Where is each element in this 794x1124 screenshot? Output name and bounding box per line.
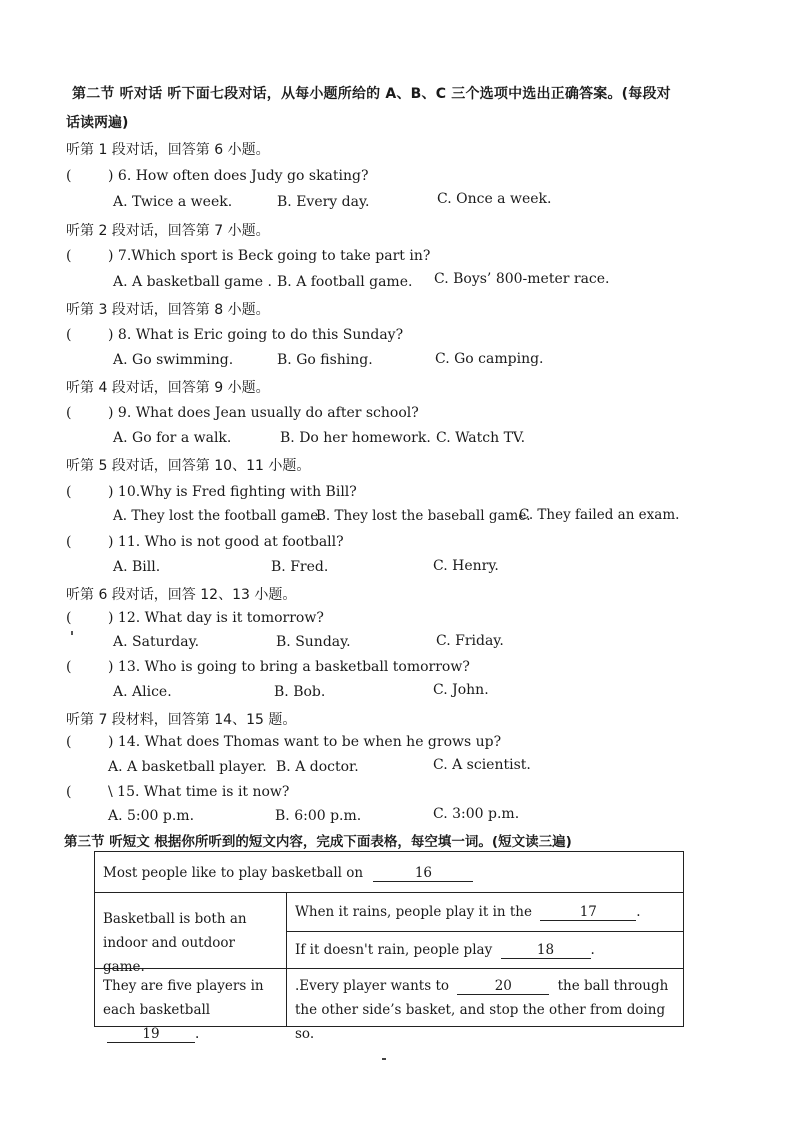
- dialogue-5-intro: 听第 5 段对话，回答第 10、11 小题。: [66, 458, 311, 474]
- q14-text: ) 14. What does Thomas want to be when he grows up?: [108, 734, 502, 750]
- q8-paren: (: [66, 327, 72, 343]
- q7-text: ) 7.Which sport is Beck going to take part in?: [108, 248, 431, 264]
- q8-option-a: A. Go swimming.: [113, 352, 234, 368]
- q12-option-c: C. Friday.: [436, 633, 504, 649]
- row2-right-a-cell: [286, 892, 684, 932]
- q14-option-b: B. A doctor.: [276, 759, 359, 775]
- section2-title: 第二节 听对话 听下面七段对话，从每小题所给的 A、B、C 三个选项中选出正确答案。(每段对: [72, 86, 671, 102]
- q11-option-b: B. Fred.: [271, 559, 329, 575]
- q15-option-c: C. 3:00 p.m.: [433, 806, 520, 822]
- q10-option-a: A. They lost the football game.: [113, 508, 323, 524]
- blank-16[interactable]: 16: [373, 865, 473, 882]
- dialogue-1-intro: 听第 1 段对话，回答第 6 小题。: [66, 142, 270, 158]
- q13-text: ) 13. Who is going to bring a basketball tomorrow?: [108, 659, 470, 675]
- row3-right-pre: .Every player wants to: [295, 978, 449, 994]
- table-row-1: [94, 851, 684, 893]
- q12-option-b: B. Sunday.: [276, 634, 351, 650]
- row3-left-end: .: [195, 1026, 200, 1042]
- row2-left-cell: [94, 892, 287, 975]
- q7-option-c: C. Boys’ 800-meter race.: [434, 271, 610, 287]
- row3-right-post: the ball through the other side’s basket, and stop the other from doing so.: [295, 978, 669, 1042]
- q10-option-b: B. They lost the baseball game.: [316, 508, 531, 524]
- q15-text: \ 15. What time is it now?: [108, 784, 290, 800]
- q13-option-a: A. Alice.: [113, 684, 172, 700]
- row3-left-cell: [94, 968, 287, 1042]
- q14-option-a: A. A basketball player.: [108, 759, 267, 775]
- q7-option-b: B. A football game.: [277, 274, 413, 290]
- q6-option-a: A. Twice a week.: [113, 194, 233, 210]
- section2-title-cont: 话读两遍): [66, 115, 129, 131]
- blank-17[interactable]: 17: [540, 904, 636, 921]
- row1-text: Most people like to play basketball on: [103, 865, 364, 881]
- q6-text: ) 6. How often does Judy go skating?: [108, 168, 369, 184]
- q11-option-c: C. Henry.: [433, 558, 499, 574]
- q15-option-a: A. 5:00 p.m.: [108, 808, 195, 824]
- q10-paren: (: [66, 484, 72, 500]
- row3-right-cell: [286, 968, 684, 1042]
- dialogue-7-intro: 听第 7 段材料，回答第 14、15 题。: [66, 712, 297, 728]
- q14-option-c: C. A scientist.: [433, 757, 531, 773]
- blank-19[interactable]: 19: [107, 1026, 195, 1043]
- row2-left-text: Basketball is both an indoor and outdoor game.: [103, 911, 247, 975]
- stray-mark: [71, 631, 73, 635]
- q12-paren: (: [66, 610, 72, 626]
- q11-option-a: A. Bill.: [113, 559, 161, 575]
- q9-option-c: C. Watch TV.: [436, 430, 526, 446]
- dialogue-3-intro: 听第 3 段对话，回答第 8 小题。: [66, 302, 270, 318]
- dialogue-2-intro: 听第 2 段对话，回答第 7 小题。: [66, 223, 270, 239]
- q10-option-c: C. They failed an exam.: [519, 507, 680, 523]
- q10-text: ) 10.Why is Fred fighting with Bill?: [108, 484, 357, 500]
- row2-right-a-end: .: [636, 904, 641, 920]
- dialogue-6-intro: 听第 6 段对话，回答 12、13 小题。: [66, 587, 297, 603]
- fill-in-table: [94, 851, 684, 1042]
- q8-option-c: C. Go camping.: [435, 351, 544, 367]
- q7-option-a: A. A basketball game .: [113, 274, 272, 290]
- q8-option-b: B. Go fishing.: [277, 352, 373, 368]
- row2-right-b-cell: [286, 931, 684, 969]
- row2-right-a-text: When it rains, people play it in the: [295, 904, 532, 920]
- q9-text: ) 9. What does Jean usually do after school?: [108, 405, 419, 421]
- q11-paren: (: [66, 534, 72, 550]
- q6-option-c: C. Once a week.: [437, 191, 552, 207]
- q13-paren: (: [66, 659, 72, 675]
- q13-option-c: C. John.: [433, 682, 489, 698]
- q6-option-b: B. Every day.: [277, 194, 370, 210]
- q8-text: ) 8. What is Eric going to do this Sunday?: [108, 327, 404, 343]
- row3-left-text: They are five players in each basketball: [103, 978, 264, 1018]
- q9-option-a: A. Go for a walk.: [113, 430, 232, 446]
- q15-option-b: B. 6:00 p.m.: [275, 808, 362, 824]
- q12-text: ) 12. What day is it tomorrow?: [108, 610, 324, 626]
- q13-option-b: B. Bob.: [274, 684, 326, 700]
- q9-paren: (: [66, 405, 72, 421]
- q11-text: ) 11. Who is not good at football?: [108, 534, 344, 550]
- row2-right-b-end: .: [590, 942, 595, 958]
- blank-20[interactable]: 20: [457, 978, 549, 995]
- dialogue-4-intro: 听第 4 段对话，回答第 9 小题。: [66, 380, 270, 396]
- section3-title: 第三节 听短文 根据你所听到的短文内容，完成下面表格，每空填一词。(短文读三遍): [64, 834, 572, 850]
- q9-option-b: B. Do her homework.: [280, 430, 431, 446]
- q15-paren: (: [66, 784, 72, 800]
- q6-paren: (: [66, 168, 72, 184]
- q7-paren: (: [66, 248, 72, 264]
- blank-18[interactable]: 18: [501, 942, 591, 959]
- q14-paren: (: [66, 734, 72, 750]
- q12-option-a: A. Saturday.: [113, 634, 200, 650]
- row2-right-b-text: If it doesn't rain, people play: [295, 942, 493, 958]
- page-mark: [382, 1058, 386, 1060]
